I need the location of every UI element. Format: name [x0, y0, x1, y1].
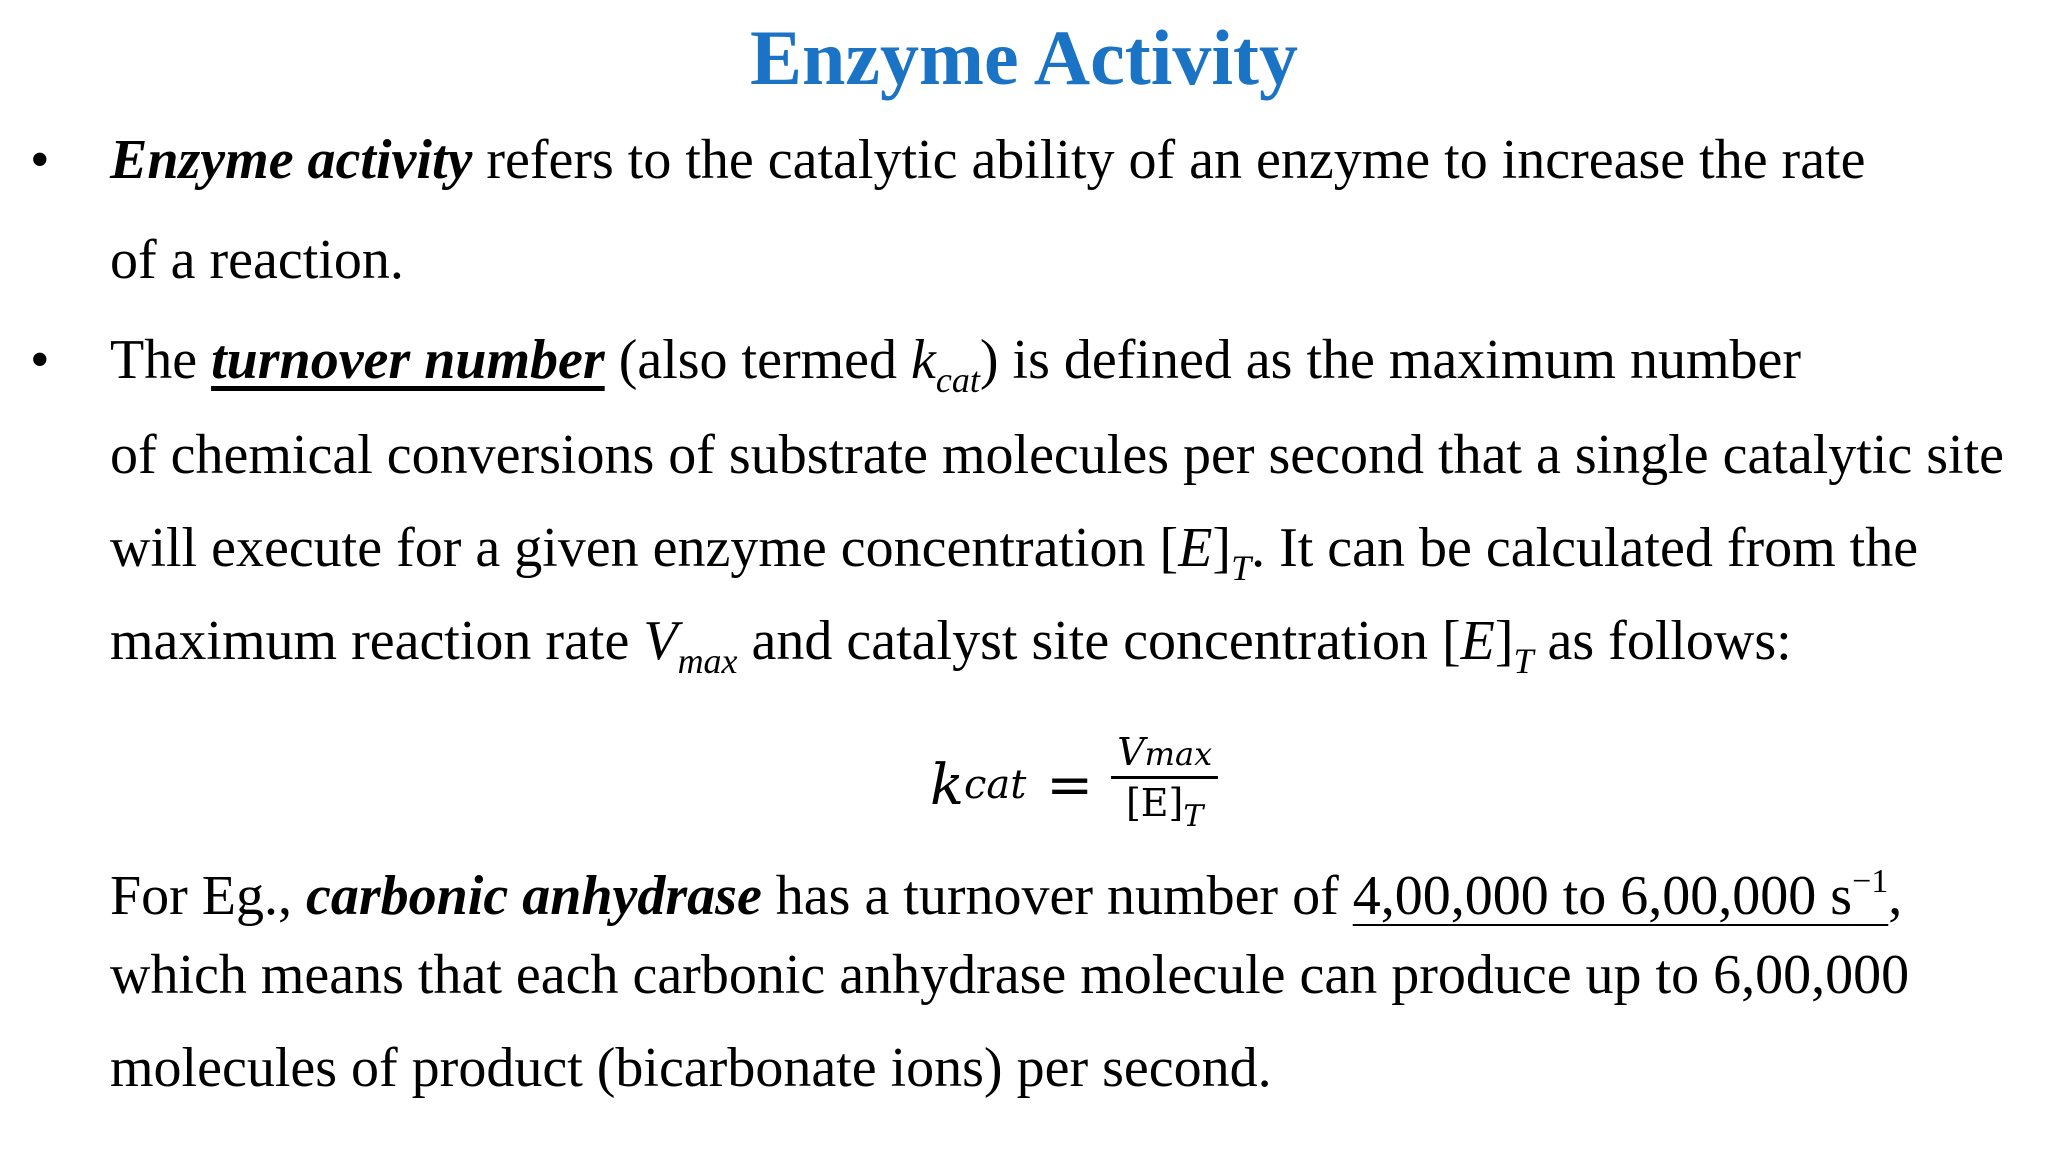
- bullet-1-line-1: [110, 125, 1865, 195]
- denominator-E: [E]: [1125, 780, 1184, 825]
- kcat-k: k: [911, 329, 936, 391]
- bullet-2-text-4c: as follows:: [1533, 610, 1792, 672]
- fraction-numerator: [1111, 730, 1218, 776]
- term-enzyme-activity: Enzyme activity: [110, 129, 473, 191]
- example-text-2: ,: [1888, 865, 1903, 927]
- symbol-V: V: [643, 610, 678, 672]
- formula-k: k: [930, 752, 964, 818]
- bullet-2-line-3: [110, 513, 1918, 603]
- bullet-2-text-4b: and catalyst site concentration [: [737, 610, 1461, 672]
- example-text-line-2: which means that each carbonic anhydrase molecule can produce up to 6,00,000: [110, 944, 1910, 1006]
- bullet-1-line-2: [110, 225, 404, 295]
- bullet-2-text-4a: maximum reaction rate: [110, 610, 644, 672]
- symbol-E-2: E: [1460, 610, 1495, 672]
- kcat-formula: [930, 730, 1218, 840]
- example-line-1: [110, 847, 1902, 931]
- bullet-2-text-3b: . It can be calculated from the: [1251, 517, 1919, 579]
- example-text-1: has a turnover number of: [761, 865, 1353, 927]
- turnover-range-value: 4,00,000 to 6,00,000 s: [1352, 865, 1853, 927]
- term-carbonic-anhydrase: carbonic anhydrase: [306, 865, 762, 927]
- formula-fraction: [1111, 730, 1218, 841]
- bullet-2-text-1: (also termed: [604, 329, 912, 391]
- term-turnover-number: turnover number: [211, 329, 605, 391]
- bullet-1-text-2: of a reaction.: [110, 229, 404, 291]
- bullet-dot-2: •: [30, 329, 50, 391]
- bullet-2-text-2: ) is defined as the maximum number: [979, 329, 1802, 391]
- example-text-line-3: molecules of product (bicarbonate ions) per second.: [110, 1037, 1272, 1099]
- numerator-max: max: [1144, 734, 1213, 773]
- kcat-sub: cat: [935, 360, 980, 400]
- example-line-2: [110, 940, 1909, 1010]
- slide-title: Enzyme Activity: [749, 14, 1299, 101]
- turnover-range-exponent: −1: [1852, 863, 1889, 900]
- bracket-close: ]: [1212, 517, 1232, 579]
- fraction-denominator: [1120, 779, 1209, 841]
- bullet-2-line-2: [110, 420, 2004, 490]
- bullet-1-text-1: refers to the catalytic ability of an enzyme to increase the rate: [472, 129, 1866, 191]
- bullet-dot-1: •: [30, 129, 50, 191]
- bullet-2-text-line-2: of chemical conversions of substrate molecules per second that a single catalytic site: [110, 424, 2005, 486]
- numerator-V: V: [1117, 729, 1145, 774]
- sub-max: max: [677, 641, 738, 681]
- example-lead: For Eg.,: [110, 865, 306, 927]
- bullet-2-line-4: [110, 606, 1792, 696]
- bullet-2-line-1: [110, 325, 1801, 415]
- symbol-E: E: [1178, 517, 1213, 579]
- sub-T: T: [1231, 548, 1252, 588]
- bullet-2-lead: The: [110, 329, 212, 391]
- denominator-T: T: [1183, 798, 1204, 834]
- formula-equals: =: [1046, 752, 1094, 818]
- example-line-3: [110, 1033, 1272, 1103]
- sub-T-2: T: [1513, 641, 1534, 681]
- formula-k-sub: cat: [963, 762, 1027, 808]
- bullet-2-text-3a: will execute for a given enzyme concentration [: [110, 517, 1179, 579]
- turnover-range: [1353, 865, 1889, 927]
- bracket-close-2: ]: [1494, 610, 1514, 672]
